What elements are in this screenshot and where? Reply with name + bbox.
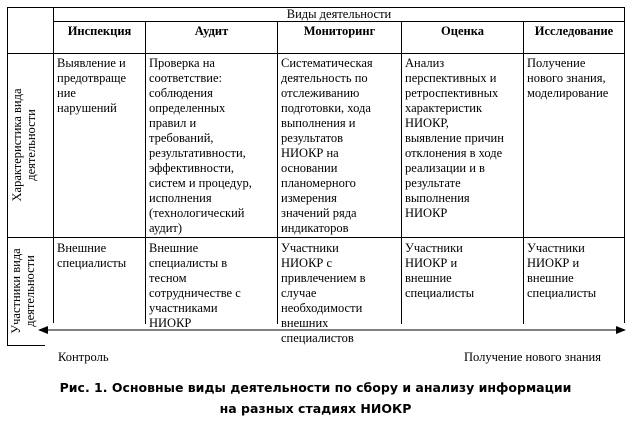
cell-participants-audit: Внешние специалисты в тесном сотрудничестве с участниками НИОКР	[149, 241, 241, 330]
column-header-research: Исследование	[534, 24, 614, 38]
axis-right-label: Получение нового знания	[464, 350, 601, 364]
axis-left-label: Контроль	[58, 350, 109, 364]
group-header: Виды деятельности	[286, 7, 392, 21]
figure-caption-line1: Рис. 1. Основные виды деятельности по сбору и анализу информации	[59, 380, 572, 395]
cell-characteristics-inspection: Выявление и предотвраще ние нарушений	[57, 56, 127, 115]
double-arrow-icon	[36, 324, 628, 336]
cell-participants-inspection: Внешние специалисты	[57, 241, 127, 270]
cell-characteristics-research: Получение нового знания, моделирование	[527, 56, 609, 100]
cell-characteristics-evaluation: Анализ перспективных и ретроспективных характеристик НИОКР, выявление причин отклонения в ходе реализации и в результате выполнения НИОКР	[405, 56, 504, 220]
row-label-participants: Участники вида деятельности	[9, 248, 37, 334]
figure-caption-line2: на разных стадиях НИОКР	[219, 401, 412, 416]
cell-characteristics-audit: Проверка на соответствие: соблюдения определенных правил и требований, результативности, эффективности, систем и процедур, исполнения (технологический аудит)	[149, 56, 252, 235]
column-header-audit: Аудит	[194, 24, 229, 38]
cell-participants-research: Участники НИОКР и внешние специалисты	[527, 241, 597, 300]
column-header-inspection: Инспекция	[67, 24, 132, 38]
cell-participants-monitoring: Участники НИОКР с привлечением в случае необходимости внешних специалистов	[281, 241, 366, 345]
column-header-monitoring: Мониторинг	[303, 24, 376, 38]
column-header-evaluation: Оценка	[441, 24, 484, 38]
row-label-characteristics: Характеристика вида деятельности	[10, 88, 38, 202]
cell-participants-evaluation: Участники НИОКР и внешние специалисты	[405, 241, 475, 300]
cell-characteristics-monitoring: Систематическая деятельность по отслеживанию подготовки, хода выполнения и результатов НИОКР на основании планомерного измерения значений ряда индикаторов	[281, 56, 373, 235]
